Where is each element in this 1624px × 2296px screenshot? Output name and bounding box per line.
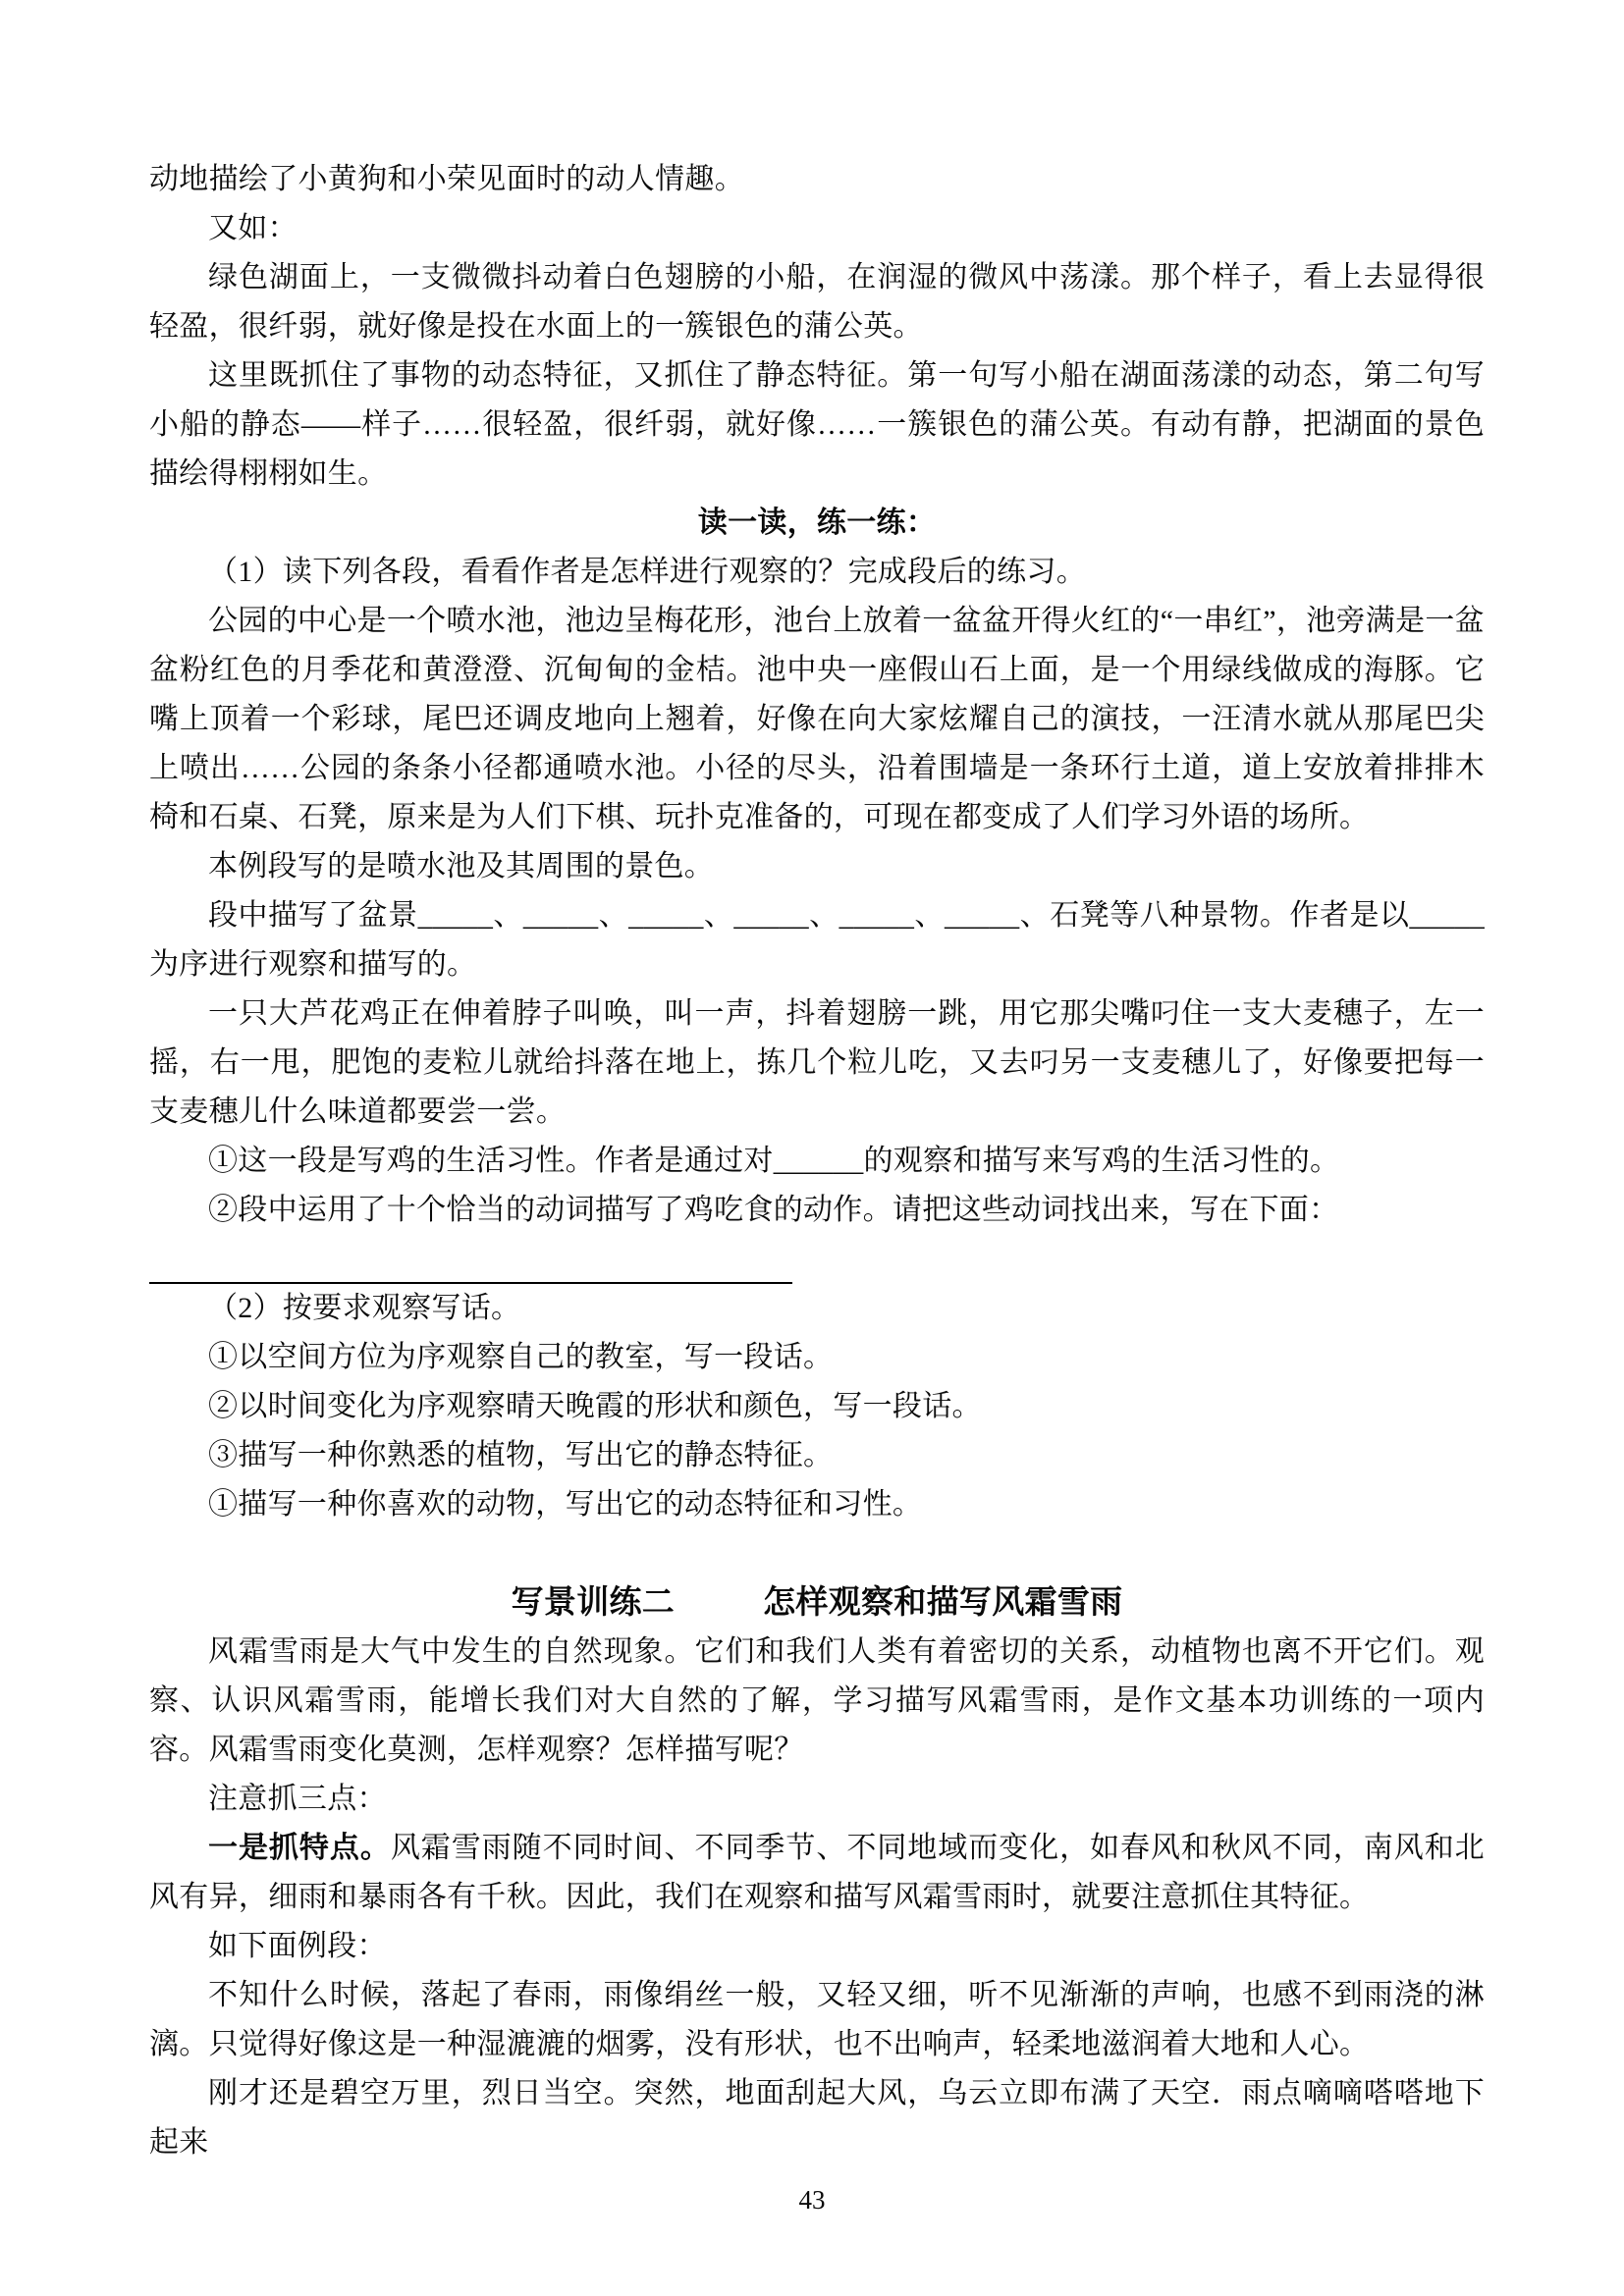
continued-paragraph: 动地描绘了小黄狗和小荣见面时的动人情趣。 (149, 163, 744, 195)
read-practice-heading: 读一读，练一练： (697, 507, 937, 539)
page-body (149, 155, 1485, 2167)
exercise-2-instruction: （2）按要求观察写话。 (208, 1292, 521, 1324)
three-points-lead: 注意抓三点： (208, 1783, 387, 1815)
task-4: ①描写一种你喜欢的动物，写出它的动态特征和习性。 (208, 1488, 923, 1521)
point-1-bold-lead: 一是抓特点。 (208, 1832, 391, 1864)
section-2-intro: 风霜雪雨是大气中发生的自然现象。它们和我们人类有着密切的关系，动植物也离不开它们。观察、认识风霜雪雨，能增长我们对大自然的了解，学习描写风霜雪雨，是作文基本功训练的一项内容。风霜雪雨变化莫测，怎样观察？怎样描写呢？ (149, 1635, 1485, 1766)
question-1: ①这一段是写鸡的生活习性。作者是通过对______的观察和描写来写鸡的生活习性的。 (208, 1145, 1340, 1177)
section-spacer (149, 1529, 1485, 1578)
question-2: ②段中运用了十个恰当的动词描写了鸡吃食的动作。请把这些动词找出来，写在下面： (208, 1194, 1339, 1226)
answer-line (149, 1235, 792, 1284)
example-lead-2: 如下面例段： (208, 1930, 387, 1962)
chicken-paragraph: 一只大芦花鸡正在伸着脖子叫唤，叫一声，抖着翅膀一跳，用它那尖嘴叼住一支大麦穗子，左一摇，右一甩，肥饱的麦粒儿就给抖落在地上，拣几个粒儿吃，又去叼另一支麦穗儿了，好像要把每一支麦穗儿什么味道都要尝一尝。 (149, 997, 1485, 1128)
analysis-paragraph: 这里既抓住了事物的动态特征，又抓住了静态特征。第一句写小船在湖面荡漾的动态，第二句写小船的静态——样子……很轻盈，很纤弱，就好像……一簇银色的蒲公英。有动有静，把湖面的景色描绘得栩栩如生。 (149, 359, 1485, 490)
summary-sentence: 本例段写的是喷水池及其周围的景色。 (208, 850, 715, 882)
task-2: ②以时间变化为序观察晴天晚霞的形状和颜色，写一段话。 (208, 1390, 982, 1422)
section-2-label: 写景训练二 (511, 1585, 676, 1621)
storm-paragraph: 刚才还是碧空万里，烈日当空。突然，地面刮起大风，乌云立即布满了天空．雨点嘀嘀嗒嗒地下起来 (149, 2077, 1485, 2159)
page-number: 43 (798, 2185, 826, 2215)
point-1-text: 风霜雪雨随不同时间、不同季节、不同地域而变化，如春风和秋风不同，南风和北风有异，细雨和暴雨各有千秋。因此，我们在观察和描写风霜雪雨时，就要注意抓住其特征。 (149, 1832, 1485, 1913)
task-3: ③描写一种你熟悉的植物，写出它的静态特征。 (208, 1439, 834, 1471)
example-lead: 又如： (208, 212, 298, 244)
section-2-title: 怎样观察和描写风霜雪雨 (763, 1585, 1123, 1621)
section-2-heading (149, 1578, 1485, 1628)
task-1: ①以空间方位为序观察自己的教室，写一段话。 (208, 1341, 834, 1373)
exercise-1-instruction: （1）读下列各段，看看作者是怎样进行观察的？完成段后的练习。 (208, 556, 1086, 588)
park-fountain-paragraph: 公园的中心是一个喷水池，池边呈梅花形，池台上放着一盆盆开得火红的“一串红”，池旁满是一盆盆粉红色的月季花和黄澄澄、沉甸甸的金桔。池中央一座假山石上面，是一个用绿线做成的海豚。它嘴上顶着一个彩球，尾巴还调皮地向上翘着，好像在向大家炫耀自己的演技，一汪清水就从那尾巴尖上喷出……公园的条条小径都通喷水池。小径的尽头，沿着围墙是一条环行土道，道上安放着排排木椅和石桌、石凳，原来是为人们下棋、玩扑克准备的，可现在都变成了人们学习外语的场所。 (149, 605, 1485, 833)
point-1-paragraph (149, 1824, 1485, 1922)
boat-example-paragraph: 绿色湖面上，一支微微抖动着白色翅膀的小船，在润湿的微风中荡漾。那个样子，看上去显得很轻盈，很纤弱，就好像是投在水面上的一簇银色的蒲公英。 (149, 261, 1485, 343)
fill-blank-question: 段中描写了盆景_____、_____、_____、_____、_____、_____、石凳等八种景物。作者是以_____为序进行观察和描写的。 (149, 899, 1485, 981)
spring-rain-paragraph: 不知什么时候，落起了春雨，雨像绢丝一般，又轻又细，听不见渐渐的声响，也感不到雨浇的淋漓。只觉得好像这是一种湿漉漉的烟雾，没有形状，也不出响声，轻柔地滋润着大地和人心。 (149, 1979, 1485, 2060)
